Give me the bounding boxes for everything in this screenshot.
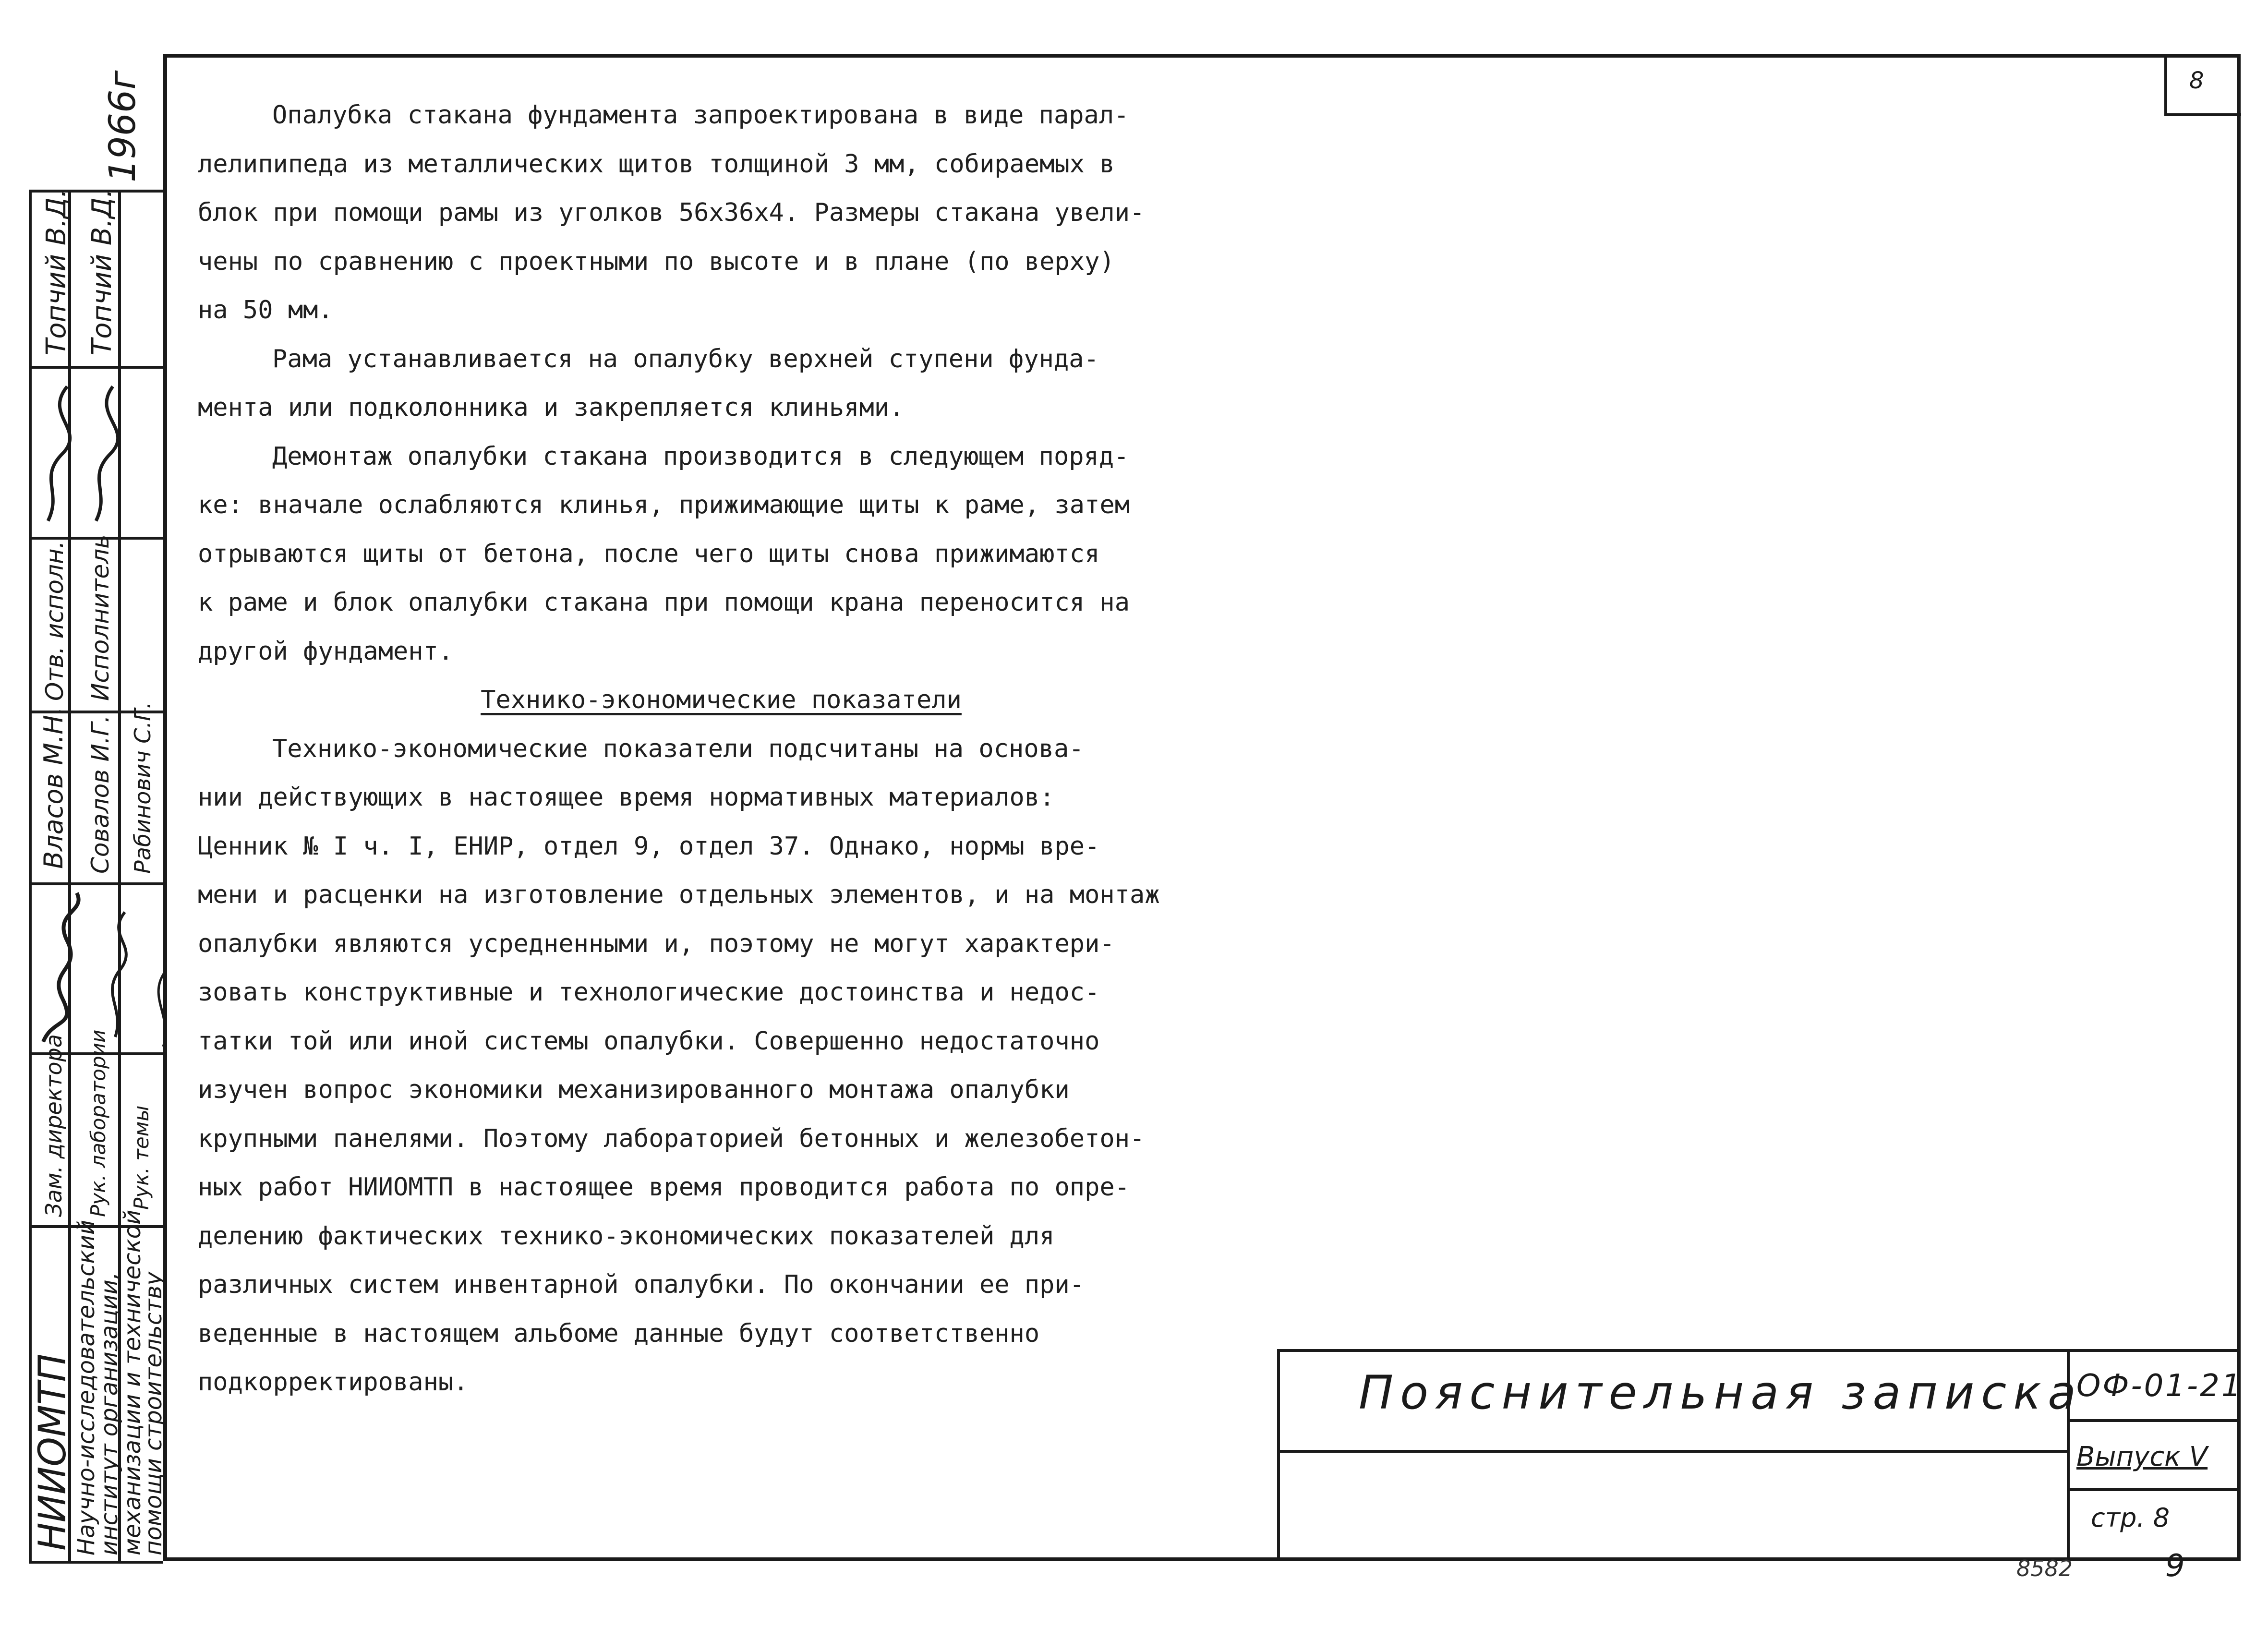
text-line: лелипипеда из металлических щитов толщиной 3 мм, собираемых в <box>198 149 1115 179</box>
text-line: мени и расценки на изготовление отдельных элементов, и на монтаж <box>198 880 1160 909</box>
person-name: Власов М.Н. <box>38 707 69 869</box>
institute-name-line: Научно-исследовательский <box>73 1219 100 1555</box>
document-title: Пояснительная записка <box>1359 1366 2083 1420</box>
title-block-divider <box>1277 1450 2069 1453</box>
text-line: ке: вначале ослабляются клинья, прижимающие щиты к раме, затем <box>198 491 1130 519</box>
role-label: Рук. темы <box>130 1105 153 1210</box>
text-line: ных работ НИИОМТП в настоящее время проводится работа по опре- <box>198 1173 1130 1202</box>
issue-number: Выпуск V <box>2076 1441 2208 1472</box>
text-line: зовать конструктивные и технологические достоинства и недос- <box>198 978 1100 1007</box>
year-label: 1966г <box>101 70 144 182</box>
text-line: блок при помощи рамы из уголков 56х36х4. Размеры стакана увели- <box>198 198 1145 227</box>
paragraph-2 <box>198 335 1187 433</box>
text-line: изучен вопрос экономики механизированного монтажа опалубки <box>198 1075 1070 1104</box>
text-line: татки той или иной системы опалубки. Совершенно недостаточно <box>198 1026 1100 1056</box>
role-label: Отв. исполн. <box>41 541 69 701</box>
text-line: делению фактических технико-экономических показателей для <box>198 1221 1055 1251</box>
text-line: чены по сравнению с проектными по высоте и в плане (по верху) <box>198 247 1115 276</box>
paragraph-3 <box>198 433 1187 676</box>
text-line: к раме и блок опалубки стакана при помощи крана переносится на <box>198 588 1130 617</box>
role-label: Рук. лаборатории <box>86 1029 110 1217</box>
page-number: 9 <box>2165 1548 2185 1584</box>
paragraph-4 <box>198 725 1187 1407</box>
text-line: Демонтаж опалубки стакана производится в следующем поряд- <box>272 442 1129 471</box>
text-line: отрываются щиты от бетона, после чего щиты снова прижимаются <box>198 539 1100 568</box>
institute-abbreviation: НИИОМТП <box>31 1353 74 1551</box>
text-line: Опалубка стакана фундамента запроектирована в виде парал- <box>272 101 1129 130</box>
person-name: Топчий В.Д. <box>86 189 118 355</box>
text-line: различных систем инвентарной опалубки. По окончании ее при- <box>198 1270 1085 1299</box>
institute-name-line: институт организации, <box>96 1272 123 1555</box>
role-label: Исполнитель <box>86 534 114 701</box>
institute-name-line: помощи строительству <box>140 1272 167 1555</box>
text-line: мента или подколонника и закрепляется клиньями. <box>198 393 905 422</box>
text-line: на 50 мм. <box>198 296 333 325</box>
person-name: Топчий В.Д. <box>41 189 72 355</box>
text-line: крупными панелями. Поэтому лабораторией бетонных и железобетон- <box>198 1124 1145 1153</box>
sheet-number: 8 <box>2189 67 2204 94</box>
section-title: Технико-экономические показатели <box>481 686 962 714</box>
text-line: Ценник № I ч. I, ЕНИР, отдел 9, отдел 37. Однако, нормы вре- <box>198 832 1100 861</box>
person-name: Совалов И.Г. <box>86 715 114 874</box>
text-line: другой фундамент. <box>198 637 454 666</box>
text-line: Технико-экономические показатели подсчитаны на основа- <box>272 734 1084 763</box>
paragraph-1 <box>198 91 1187 335</box>
text-line: веденные в настоящем альбоме данные будут соответственно <box>198 1319 1040 1348</box>
title-block-divider <box>2067 1419 2241 1422</box>
text-line: Рама устанавливается на опалубку верхней ступени фунда- <box>272 344 1099 374</box>
document-code: ОФ-01-21 <box>2076 1368 2243 1404</box>
title-block-divider <box>2067 1488 2241 1491</box>
text-line: подкорректированы. <box>198 1368 469 1397</box>
signatures <box>29 367 120 535</box>
institute-name-line: механизации и технической <box>119 1209 146 1555</box>
text-line: нии действующих в настоящее время нормативных материалов: <box>198 783 1055 812</box>
text-line: опалубки являются усредненными и, поэтому не могут характери- <box>198 929 1115 958</box>
person-name: Рабинович С.Г. <box>130 701 156 874</box>
explanatory-text <box>198 91 1187 1407</box>
signatures <box>29 883 163 1052</box>
archive-number: 8582 <box>2016 1555 2073 1581</box>
role-label: Зам. директора <box>41 1034 67 1217</box>
sheet-label: стр. 8 <box>2091 1503 2170 1533</box>
